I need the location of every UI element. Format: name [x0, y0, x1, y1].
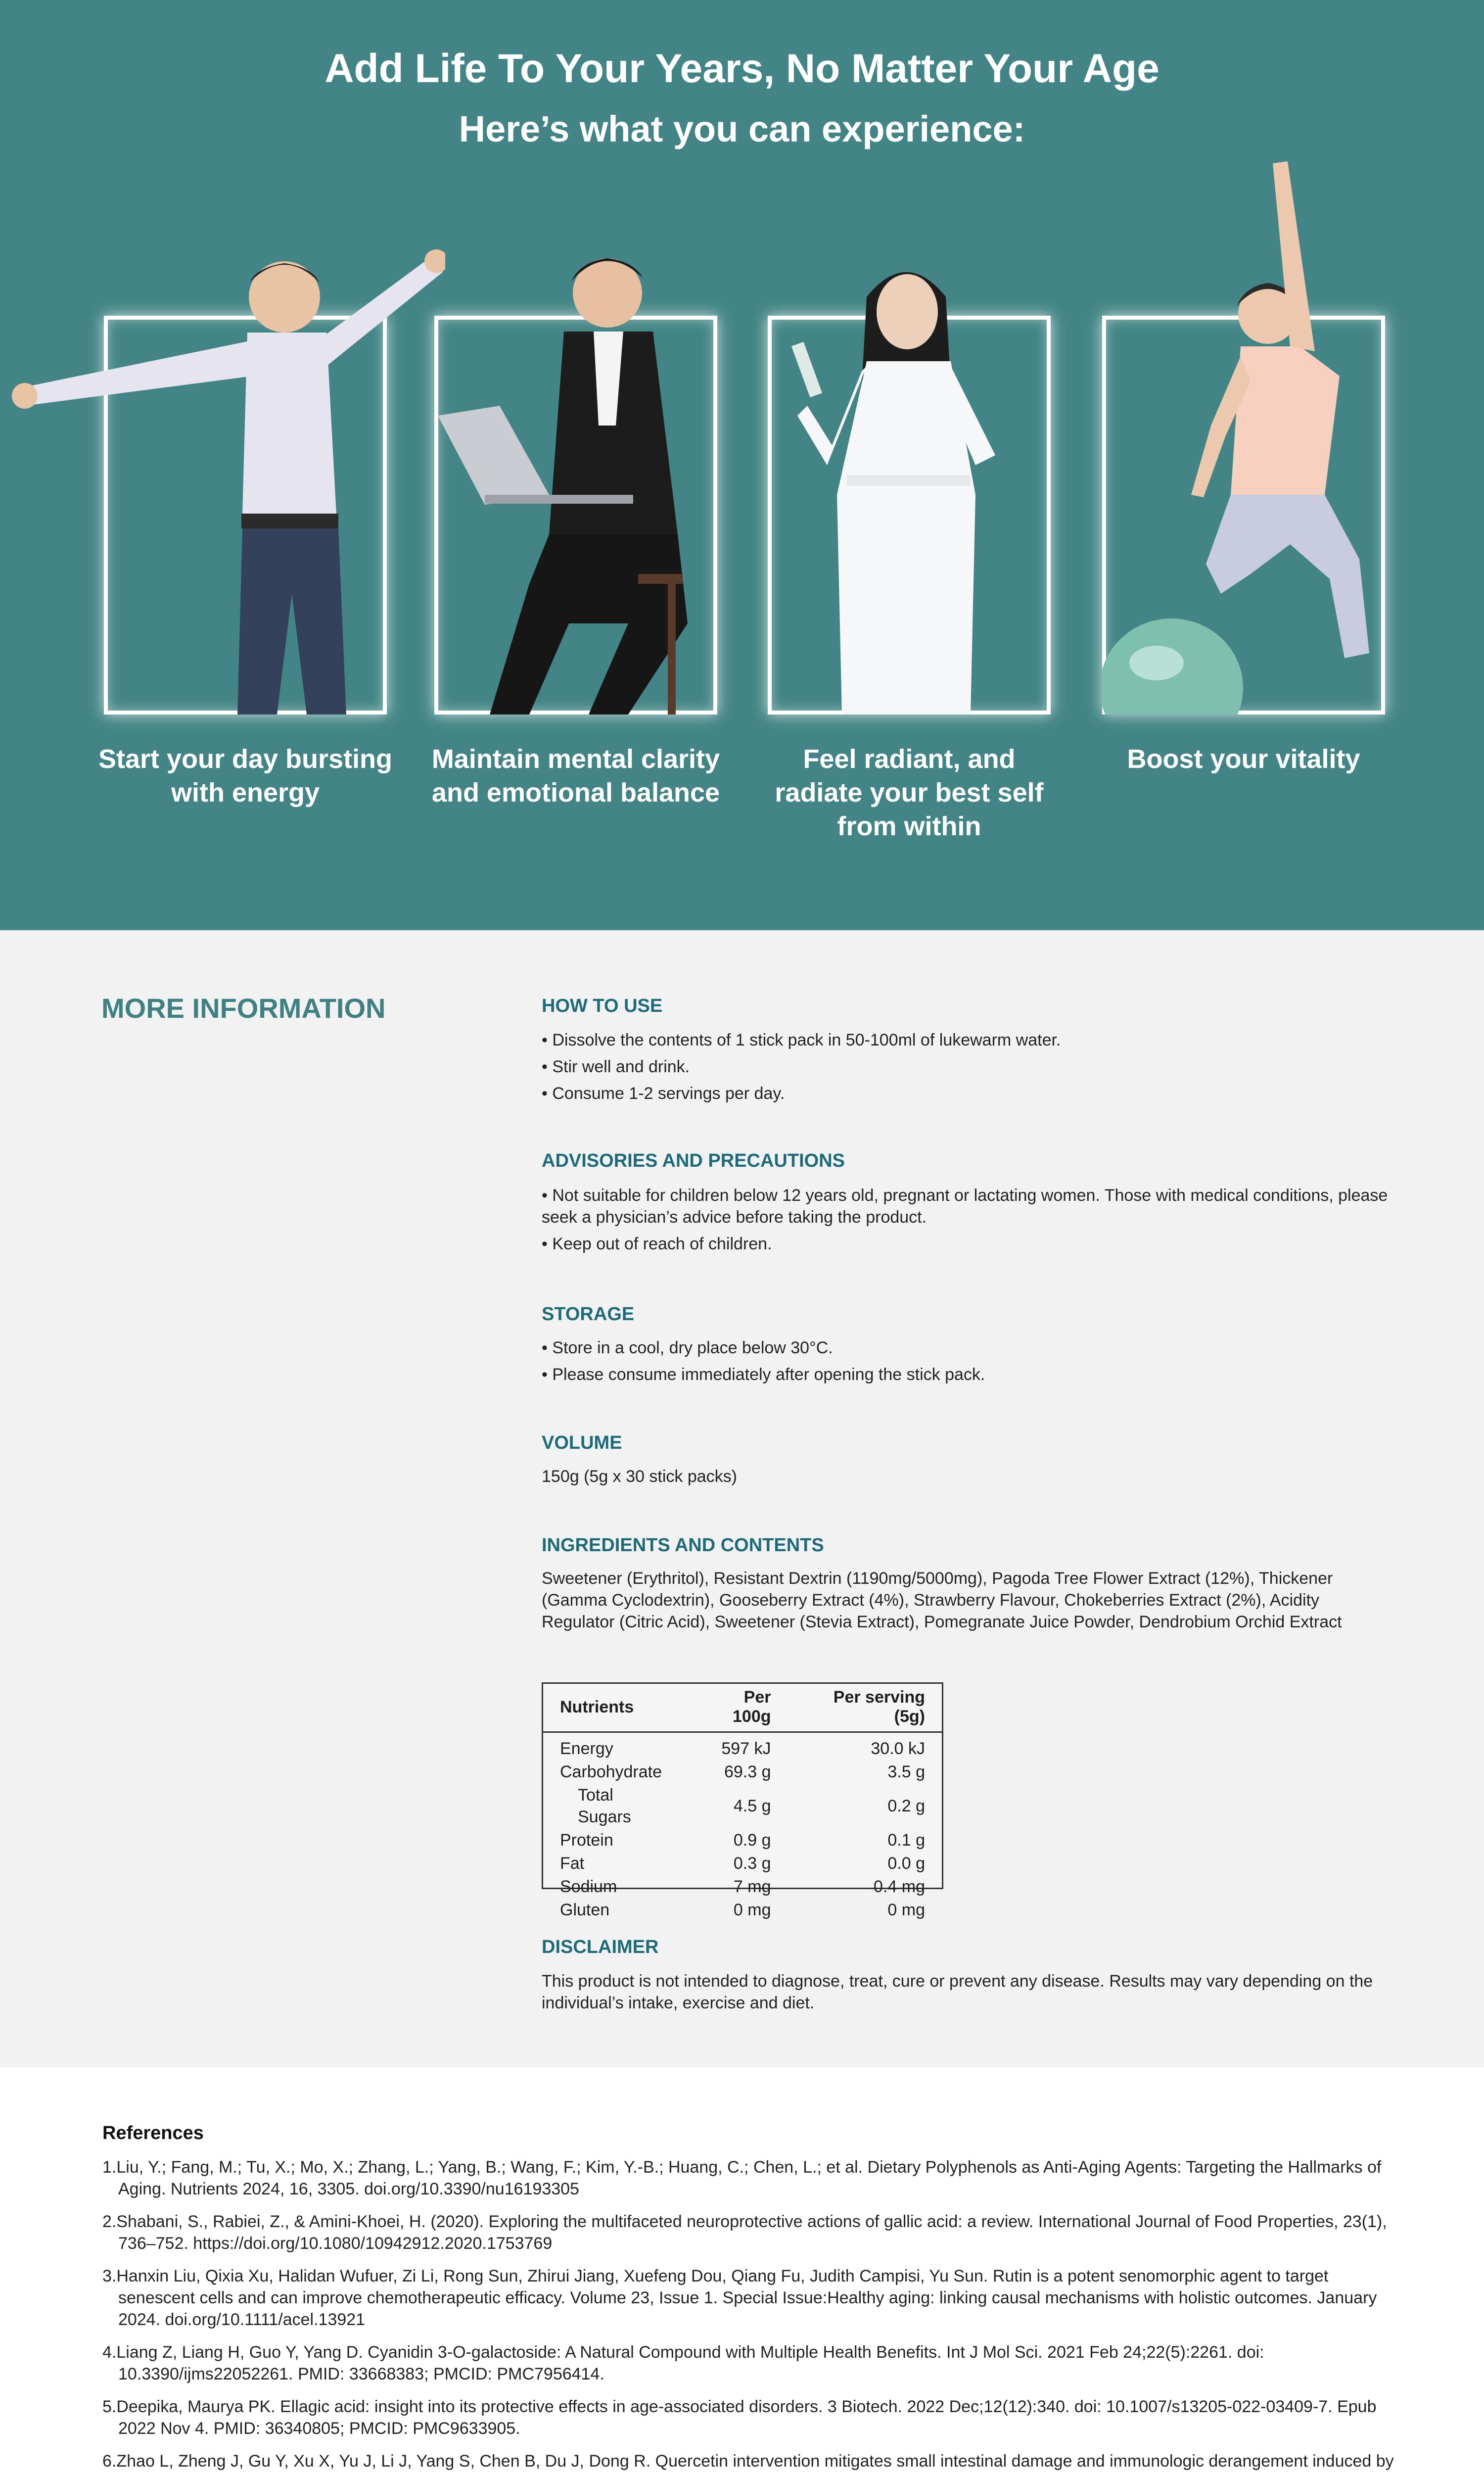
nutrient-name: Fat	[560, 1854, 585, 1873]
storage-title: STORAGE	[542, 1304, 635, 1325]
nutrient-name: Carbohydrate	[560, 1762, 662, 1781]
reference-item: 2.Shabani, S., Rabiei, Z., & Amini-Khoei, H. (2020). Exploring the multifaceted neuroprotective actions of gallic acid: a review. International Journal of Food Properties, 23(1), 736–752. https://doi.org/10.1080/10942912.2020.1753769	[102, 2212, 1387, 2253]
table-row	[543, 1828, 942, 1852]
hero-subtitle: Here’s what you can experience:	[459, 108, 1025, 149]
man-jumping-figure	[10, 148, 445, 714]
card-caption-energy: Start your day bursting with energy	[98, 744, 393, 808]
nutrient-name: Protein	[560, 1831, 613, 1850]
woman-stick-pack-figure	[768, 148, 1051, 714]
list-item: • Dissolve the contents of 1 stick pack in 50-100ml of lukewarm water.	[542, 1031, 1061, 1049]
reference-item: 3.Hanxin Liu, Qixia Xu, Halidan Wufuer, Zi Li, Rong Sun, Zhirui Jiang, Xuefeng Dou, Qiang Fu, Judith Campisi, Yu Sun. Rutin is a potent senomorphic agent to target senescent cells and can improve chemotherapeutic efficacy. Volume 23, Issue 1. Special Issue:Healthy aging: linking causal mechanisms with holistic outcomes. January 2024. doi.org/10.1111/acel.13921	[102, 2267, 1377, 2329]
nutrition-table	[542, 1682, 943, 1919]
hero-section	[0, 0, 1484, 930]
table-row	[543, 1732, 942, 1760]
nutrient-per-serving: 0.1 g	[887, 1831, 925, 1850]
nutrient-per-100g: 7 mg	[733, 1877, 771, 1896]
nutrient-per-serving: 0 mg	[887, 1901, 925, 1919]
table-row	[543, 1783, 942, 1828]
table-row	[543, 1898, 942, 1921]
reference-item: 6.Zhao L, Zheng J, Gu Y, Xu X, Yu J, Li J, Yang S, Chen B, Du J, Dong R. Quercetin intervention mitigates small intestinal damage and immunologic derangement induced by	[102, 2452, 1394, 2471]
how-to-use-title: HOW TO USE	[542, 996, 663, 1016]
table-row	[543, 1875, 942, 1898]
card-caption-radiant: Feel radiant, and radiate your best self from within	[775, 744, 1044, 841]
list-item: • Keep out of reach of children.	[542, 1235, 772, 1253]
senior-woman-figure	[1102, 148, 1399, 714]
nutrient-per-serving: 3.5 g	[887, 1762, 925, 1781]
nutrient-name: Energy	[560, 1739, 613, 1758]
list-item: • Not suitable for children below 12 years old, pregnant or lactating women. Those with medical conditions, please seek a physician’s advice before taking the product.	[542, 1186, 1388, 1227]
disclaimer-text: This product is not intended to diagnose, treat, cure or prevent any disease. Results may vary depending on the individual’s intake, exercise and diet.	[542, 1972, 1373, 2012]
nutrient-per-serving: 0.4 mg	[874, 1877, 925, 1896]
nutrient-per-100g: 597 kJ	[721, 1739, 771, 1758]
nutrient-per-100g: 0.3 g	[733, 1854, 771, 1873]
ingredients-text: Sweetener (Erythritol), Resistant Dextrin (1190mg/5000mg), Pagoda Tree Flower Extract (12%), Thickener (Gamma Cyclodextrin), Gooseberry Extract (4%), Strawberry Flavour, Chokeberries Extract (2%), Acidity Regulator (Citric Acid), Sweetener (Stevia Extract), Pomegranate Juice Powder, Dendrobium Orchid Extract	[542, 1569, 1342, 1631]
nutrient-name: Sodium	[560, 1877, 617, 1896]
ingredients-title: INGREDIENTS AND CONTENTS	[542, 1535, 824, 1556]
references-list	[102, 2156, 1398, 2474]
advisories-list	[542, 1185, 1392, 1260]
storage-list	[542, 1337, 1392, 1390]
nutrient-per-100g: 4.5 g	[733, 1797, 771, 1815]
volume-value: 150g (5g x 30 stick packs)	[542, 1467, 737, 1486]
advisories-title: ADVISORIES AND PRECAUTIONS	[542, 1150, 845, 1171]
nutrient-per-100g: 0.9 g	[733, 1831, 771, 1850]
nutrient-per-100g: 69.3 g	[724, 1762, 771, 1781]
reference-item: 1.Liu, Y.; Fang, M.; Tu, X.; Mo, X.; Zhang, L.; Yang, B.; Wang, F.; Kim, Y.-B.; Huang, C.; Chen, L.; et al. Dietary Polyphenols as Anti-Aging Agents: Targeting the Hallmarks of Aging. Nutrients 2024, 16, 3305. doi.org/10.3390/nu16193305	[102, 2158, 1382, 2198]
nutrient-name: Total Sugars	[578, 1786, 631, 1826]
list-item: • Consume 1-2 servings per day.	[542, 1084, 785, 1103]
how-to-use-list	[542, 1029, 1392, 1109]
list-item: • Stir well and drink.	[542, 1057, 690, 1076]
more-information-heading: MORE INFORMATION	[101, 993, 386, 1024]
list-item: • Please consume immediately after opening the stick pack.	[542, 1365, 985, 1384]
list-item: • Store in a cool, dry place below 30°C.	[542, 1338, 833, 1357]
card-caption-clarity: Maintain mental clarity and emotional balance	[431, 744, 720, 808]
nutrition-header-per-100g: Per 100g	[687, 1684, 788, 1732]
references-title: References	[102, 2123, 204, 2143]
nutrient-per-100g: 0 mg	[733, 1901, 771, 1919]
hero-title: Add Life To Your Years, No Matter Your Age	[325, 46, 1159, 91]
reference-item: 5.Deepika, Maurya PK. Ellagic acid: insight into its protective effects in age-associated disorders. 3 Biotech. 2022 Dec;12(12):340. doi: 10.1007/s13205-022-03409-7. Epub 2022 Nov 4. PMID: 36340805; PMCID: PMC9633905.	[102, 2397, 1377, 2438]
nutrition-header-row	[543, 1684, 942, 1732]
man-laptop-figure	[420, 148, 727, 714]
nutrient-per-serving: 0.2 g	[887, 1797, 925, 1815]
nutrition-header-nutrients: Nutrients	[543, 1684, 687, 1732]
card-caption-vitality: Boost your vitality	[1127, 744, 1360, 774]
nutrient-per-serving: 30.0 kJ	[871, 1739, 925, 1758]
nutrient-name: Gluten	[560, 1901, 610, 1919]
disclaimer-title: DISCLAIMER	[542, 1937, 659, 1957]
table-row	[543, 1852, 942, 1875]
reference-item: 4.Liang Z, Liang H, Guo Y, Yang D. Cyanidin 3-O-galactoside: A Natural Compound with Multiple Health Benefits. Int J Mol Sci. 2021 Feb 24;22(5):2261. doi: 10.3390/ijms22052261. PMID: 33668383; PMCID: PMC7956414.	[102, 2343, 1264, 2383]
nutrient-per-serving: 0.0 g	[887, 1854, 925, 1873]
table-row	[543, 1760, 942, 1783]
volume-title: VOLUME	[542, 1432, 622, 1453]
nutrition-header-per-serving: Per serving (5g)	[788, 1684, 942, 1732]
